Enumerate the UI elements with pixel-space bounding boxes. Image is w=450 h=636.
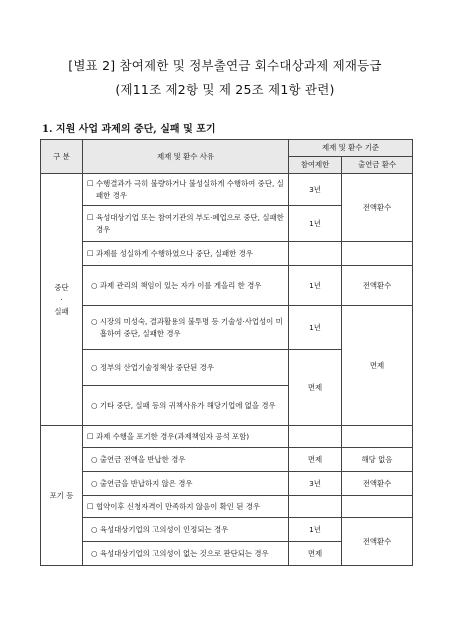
reason-cell	[83, 518, 289, 542]
reason-text: 육성대상기업의 고의성이 인정되는 경우	[99, 524, 229, 534]
participation-cell: 면제	[289, 350, 342, 426]
reason-cell	[83, 306, 289, 350]
table-row	[41, 242, 413, 266]
header-participation: 참여제한	[289, 157, 342, 174]
reason-cell	[83, 386, 289, 426]
bullet-mark: ○	[91, 548, 98, 558]
bullet-mark: ○	[91, 280, 98, 290]
checkbox-mark: ☐	[87, 501, 94, 511]
reason-cell	[83, 496, 289, 518]
participation-cell: 3년	[289, 472, 342, 496]
reason-cell	[83, 542, 289, 566]
refund-cell: 전액환수	[342, 518, 413, 566]
checkbox-mark: ☐	[87, 248, 94, 258]
category-label: 실패	[54, 306, 69, 316]
header-reason: 제재 및 환수 사유	[83, 140, 289, 174]
document-title: [별표 2] 참여제한 및 정부출연금 회수대상과제 제재등급	[68, 58, 382, 73]
header-standard: 제재 및 환수 기준	[289, 140, 413, 157]
checkbox-mark: ☐	[87, 431, 94, 441]
refund-cell: 전액환수	[342, 472, 413, 496]
participation-cell: 1년	[289, 206, 342, 242]
reason-text: 수행결과가 극히 불량하거나 불성실하게 수행하여 중단, 실패한 경우	[96, 178, 284, 200]
bullet-mark: ○	[91, 524, 98, 534]
refund-cell: 면제	[342, 306, 413, 426]
checkbox-mark: ☐	[87, 212, 94, 222]
category-give-up: 포기 등	[41, 426, 83, 566]
participation-cell	[289, 242, 342, 266]
reason-cell	[83, 206, 289, 242]
section-heading: 1. 지원 사업 과제의 중단, 실패 및 포기	[42, 124, 216, 135]
reason-text: 출연금 전액을 반납한 경우	[99, 454, 186, 464]
participation-cell: 1년	[289, 306, 342, 350]
participation-cell	[289, 426, 342, 448]
reason-cell	[83, 426, 289, 448]
category-label: ·	[60, 294, 63, 304]
refund-cell	[342, 426, 413, 448]
reason-text: 과제 관리의 책임이 있는 자가 이를 게을리 한 경우	[99, 280, 262, 290]
refund-cell: 전액환수	[342, 174, 413, 242]
refund-cell: 해당 없음	[342, 448, 413, 472]
table-row	[41, 426, 413, 448]
header-category: 구 분	[41, 140, 83, 174]
participation-cell: 3년	[289, 174, 342, 206]
bullet-mark: ○	[91, 362, 98, 372]
bullet-mark: ○	[91, 400, 98, 410]
reason-cell	[83, 242, 289, 266]
reason-cell	[83, 174, 289, 206]
table-row	[41, 266, 413, 306]
reason-text: 과제 수행을 포기한 경우(과제책임자 공석 포함)	[96, 431, 250, 441]
reason-text: 기타 중단, 실패 등의 귀책사유가 해당기업에 없을 경우	[99, 400, 276, 410]
document-subtitle: (제11조 제2항 및 제 25조 제1항 관련)	[115, 82, 335, 97]
bullet-mark: ○	[91, 478, 98, 488]
participation-cell: 1년	[289, 518, 342, 542]
table-row	[41, 306, 413, 350]
refund-cell	[342, 242, 413, 266]
reason-cell	[83, 266, 289, 306]
reason-text: 육성대상기업의 고의성이 없는 것으로 판단되는 경우	[99, 548, 269, 558]
table-row	[41, 472, 413, 496]
participation-cell: 면제	[289, 448, 342, 472]
checkbox-mark: ☐	[87, 178, 94, 188]
reason-cell	[83, 448, 289, 472]
category-label: 중단	[54, 282, 69, 292]
reason-text: 육성대상기업 또는 참여기관의 부도·폐업으로 중단, 실패한 경우	[96, 212, 284, 234]
refund-cell: 전액환수	[342, 266, 413, 306]
refund-cell	[342, 496, 413, 518]
category-stop-fail	[41, 174, 83, 426]
header-refund: 출연금 환수	[342, 157, 413, 174]
bullet-mark: ○	[91, 316, 98, 326]
reason-cell	[83, 472, 289, 496]
reason-text: 과제를 성실하게 수행하였으나 중단, 실패한 경우	[96, 248, 253, 258]
table-row	[41, 174, 413, 206]
participation-cell	[289, 496, 342, 518]
participation-cell: 1년	[289, 266, 342, 306]
reason-text: 출연금을 반납하지 않은 경우	[99, 478, 193, 488]
table-row	[41, 518, 413, 542]
reason-text: 정부의 산업기술정책상 중단된 경우	[99, 362, 214, 372]
reason-text: 시장의 미성숙, 결과활용의 불투명 등 기술성·사업성이 미흡하여 중단, 실패한 경우	[99, 316, 283, 338]
table-row	[41, 448, 413, 472]
sanction-table	[40, 139, 413, 566]
participation-cell: 면제	[289, 542, 342, 566]
table-row	[41, 496, 413, 518]
reason-cell	[83, 350, 289, 386]
bullet-mark: ○	[91, 454, 98, 464]
reason-text: 협약이후 신청자격이 만족하지 않음이 확인 된 경우	[96, 501, 261, 511]
